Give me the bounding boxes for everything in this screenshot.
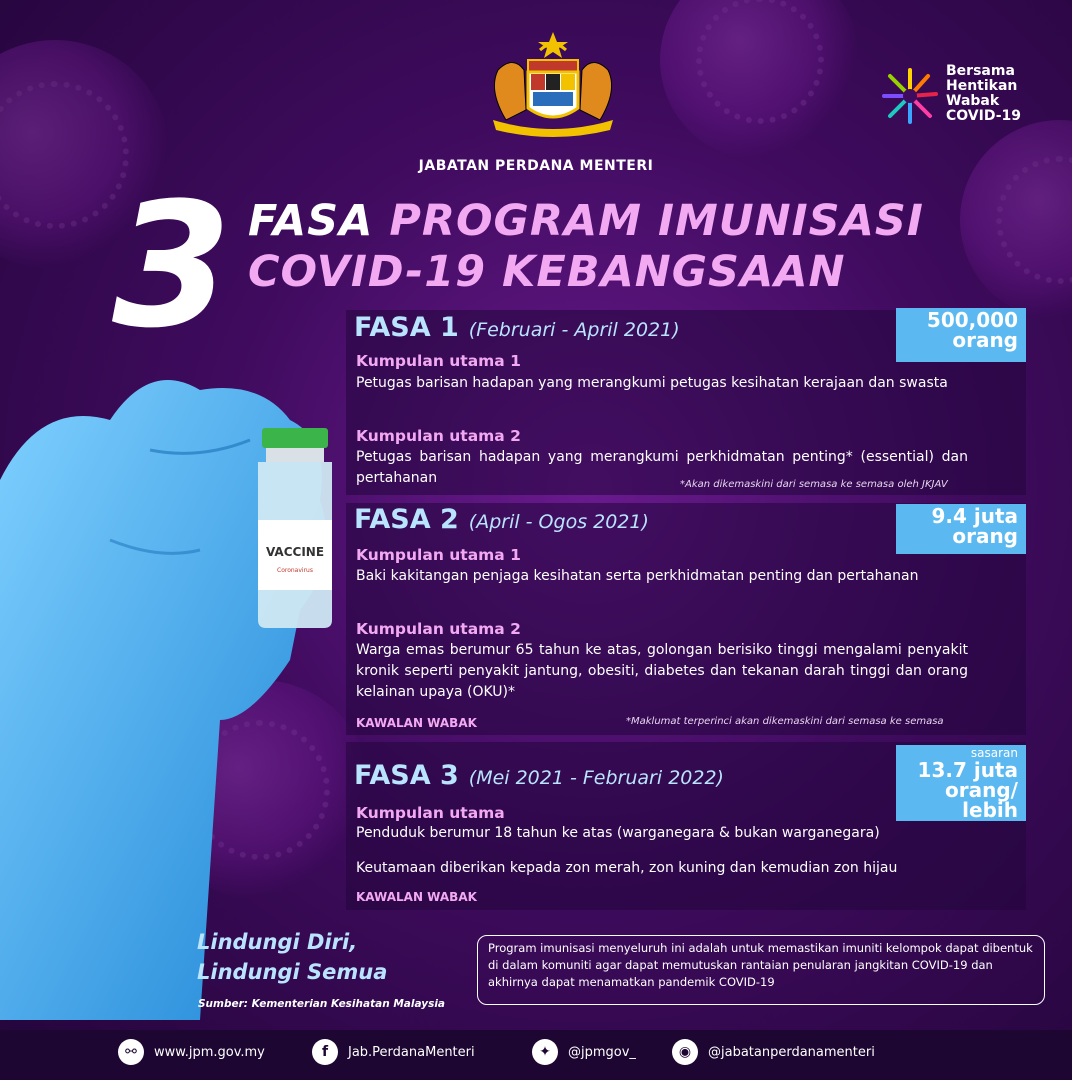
group-title: Kumpulan utama 1 [356,546,521,564]
group-description: Baki kakitangan penjaga kesihatan serta perkhidmatan penting dan pertahanan [356,568,919,584]
group-title: Kumpulan utama 2 [356,620,521,638]
title-line-2: COVID-19 KEBANGSAAN [248,247,846,297]
badge-unit: orang [952,524,1018,548]
footer-twitter-link[interactable] [532,1038,636,1066]
website-text: www.jpm.gov.my [154,1044,265,1060]
phase-period: (Mei 2021 - Februari 2022) [468,767,724,789]
campaign-line: Hentikan [946,78,1018,94]
slogan-line: Lindungi Semua [197,960,388,984]
badge-unit: orang/ [945,778,1018,802]
badge-unit: lebih [962,798,1018,822]
title-line-1 [248,196,924,246]
facebook-icon: f [312,1039,338,1065]
badge-value: 500,000 [926,308,1018,332]
badge-value: 9.4 juta [931,504,1018,528]
phase-period: (Februari - April 2021) [468,319,680,341]
sunburst-icon [880,66,940,126]
coat-of-arms-logo [478,30,628,140]
outbreak-control-label: KAWALAN WABAK [356,716,477,730]
phase-2-target-badge [896,504,1026,554]
virus-decoration [660,0,860,160]
title-program: PROGRAM IMUNISASI [389,196,924,246]
facebook-text: Jab.PerdanaMenteri [348,1044,475,1060]
phase-name: FASA 3 [354,760,459,791]
vial-sublabel: Coronavirus [277,567,313,574]
group-description: Petugas barisan hadapan yang merangkumi perkhidmatan penting* (essential) dan pertahanan [356,449,968,486]
phase-period: (April - Ogos 2021) [468,511,649,533]
phase-3-target-badge [896,745,1026,821]
instagram-icon: ◉ [672,1039,698,1065]
phase-note: *Maklumat terperinci akan dikemaskini dari semasa ke semasa [626,716,944,727]
slogan [197,927,387,987]
footer-website-link[interactable] [118,1038,265,1066]
outbreak-control-label: KAWALAN WABAK [356,890,477,904]
phase-note: *Akan dikemaskini dari semasa ke semasa oleh JKJAV [680,479,948,490]
phase-name: FASA 1 [354,312,459,343]
campaign-logo [880,64,1050,134]
campaign-line: Wabak [946,93,1000,109]
footer-facebook-link[interactable] [312,1038,475,1066]
info-box: Program imunisasi menyeluruh ini adalah untuk memastikan imuniti kelompok dapat dibentuk di dalam komuniti agar dapat memutuskan rantaian penularan jangkitan COVID-19 dan akhirnya dapat menamatkan pandemik COVID-19 [477,935,1045,1005]
twitter-text: @jpmgov_ [568,1044,636,1060]
twitter-icon: ✦ [532,1039,558,1065]
instagram-text: @jabatanperdanamenteri [708,1044,875,1060]
gloved-hand-vaccine-illustration [0,360,340,1020]
globe-icon: ⚯ [118,1039,144,1065]
source-credit: Sumber: Kementerian Kesihatan Malaysia [198,998,446,1010]
campaign-line: Bersama [946,63,1015,79]
virus-decoration [960,120,1072,320]
phase-2-title [354,504,649,535]
badge-caption: sasaran [970,746,1018,760]
phase-1-target-badge [896,308,1026,362]
priority-text: Keutamaan diberikan kepada zon merah, zon kuning dan kemudian zon hijau [356,860,898,876]
group-description: Penduduk berumur 18 tahun ke atas (warganegara & bukan warganegara) [356,825,880,841]
footer-instagram-link[interactable] [672,1038,875,1066]
phase-3-title [354,760,724,791]
group-description: Petugas barisan hadapan yang merangkumi petugas kesihatan kerajaan dan swasta [356,375,948,391]
title-number: 3 [112,165,228,366]
group-description: Warga emas berumur 65 tahun ke atas, golongan berisiko tinggi mengalami penyakit kronik seperti penyakit jantung, obesiti, diabetes dan tekanan darah tinggi dan orang kelainan upaya (OKU)* [356,642,968,700]
group-title: Kumpulan utama 1 [356,352,521,370]
campaign-line: COVID-19 [946,108,1022,124]
badge-unit: orang [952,328,1018,352]
group-title: Kumpulan utama [356,804,505,822]
badge-value: 13.7 juta [917,758,1018,782]
phase-name: FASA 2 [354,504,459,535]
group-title: Kumpulan utama 2 [356,427,521,445]
slogan-line: Lindungi Diri, [197,930,358,954]
agency-name: JABATAN PERDANA MENTERI [418,158,654,174]
title-fasa: FASA [248,196,374,246]
phase-1-title [354,312,680,343]
vial-label: VACCINE [265,545,325,559]
